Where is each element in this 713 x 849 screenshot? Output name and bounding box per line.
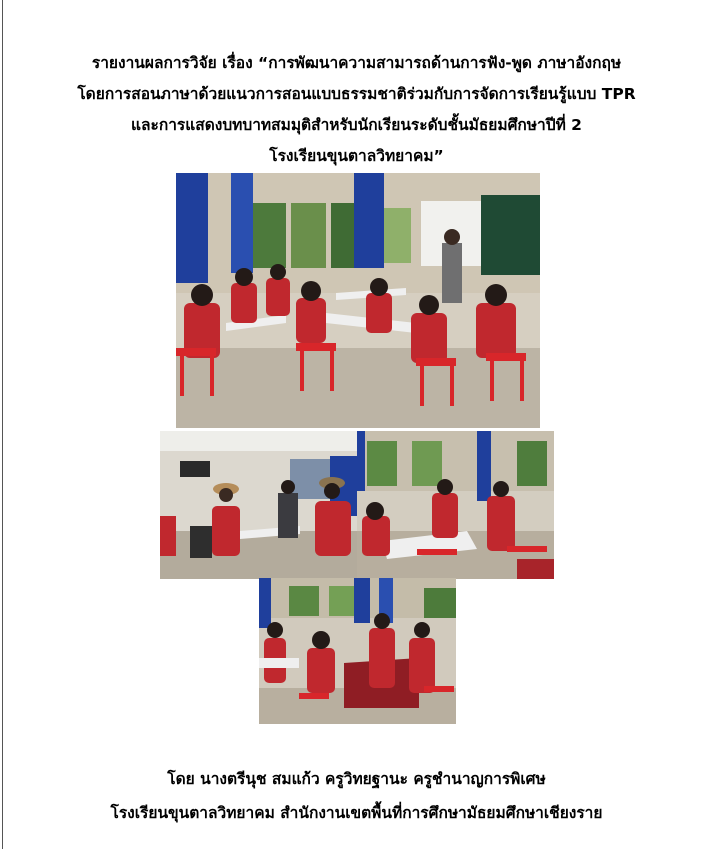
report-title <box>0 48 713 172</box>
classroom-photo-activity-right <box>357 431 554 579</box>
title-line-3: และการแสดงบทบาทสมมุติสำหรับนักเรียนระดับชั้นมัธยมศึกษาปีที่ 2 <box>131 116 582 134</box>
affiliation-line: โรงเรียนขุนตาลวิทยาคม สำนักงานเขตพื้นที่การศึกษามัธยมศึกษาเชียงราย <box>110 804 603 822</box>
classroom-photo-group <box>259 578 456 724</box>
classroom-photo-main <box>176 173 540 428</box>
title-line-2: โดยการสอนภาษาด้วยแนวการสอนแบบธรรมชาติร่วมกับการจัดการเรียนรู้แบบ TPR <box>77 85 636 103</box>
report-byline <box>0 762 713 830</box>
classroom-photo-activity-left <box>160 431 357 579</box>
author-line: โดย นางตรีนุช สมแก้ว ครูวิทยฐานะ ครูชำนาญการพิเศษ <box>167 770 546 788</box>
title-line-4: โรงเรียนขุนตาลวิทยาคม” <box>269 147 444 165</box>
title-line-1: รายงานผลการวิจัย เรื่อง “การพัฒนาความสามารถด้านการฟัง-พูด ภาษาอังกฤษ <box>91 54 622 72</box>
